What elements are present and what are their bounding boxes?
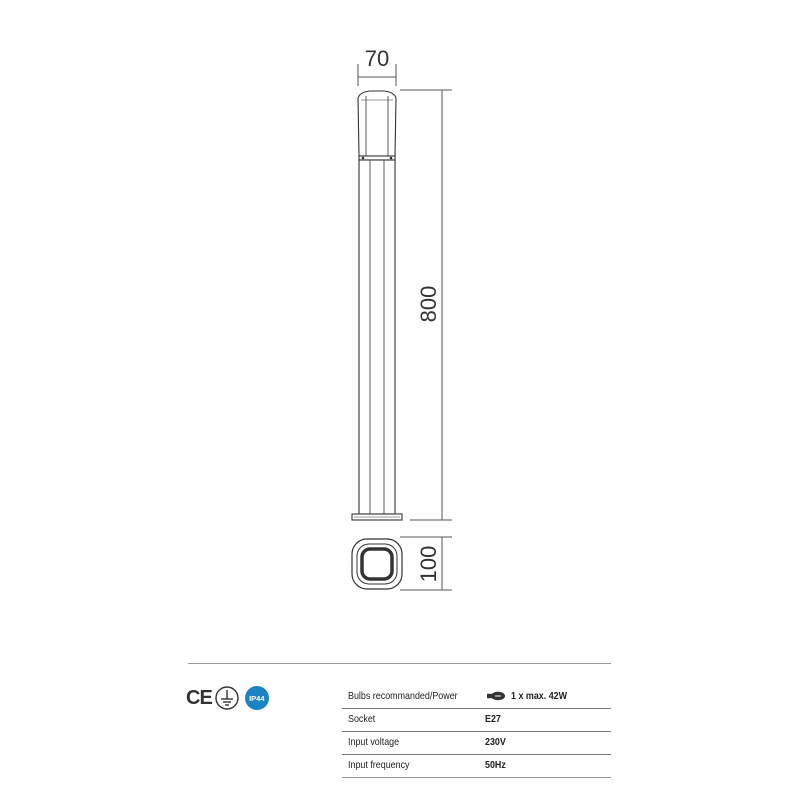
section-divider <box>188 663 611 664</box>
spec-value: 50Hz <box>485 759 506 771</box>
base-dimension-label: 100 <box>416 545 441 583</box>
bollard-top-view <box>352 539 402 589</box>
spec-label: Socket <box>348 713 376 725</box>
width-dimension-label: 70 <box>364 46 390 71</box>
specs-table <box>342 686 611 778</box>
protective-earth-icon <box>214 685 240 711</box>
spec-label: Bulbs recommanded/Power <box>348 690 458 702</box>
ip-rating-badge: IP44 <box>245 686 269 710</box>
spec-row-voltage <box>342 732 611 755</box>
bollard-elevation <box>352 91 402 520</box>
ce-mark: CE <box>186 687 212 709</box>
spec-row-bulbs <box>342 686 611 709</box>
certification-marks <box>186 684 269 712</box>
height-dimension-label: 800 <box>416 285 441 323</box>
spec-label: Input frequency <box>348 759 410 771</box>
spec-label: Input voltage <box>348 736 400 748</box>
spec-value: 230V <box>485 736 506 748</box>
spec-row-socket <box>342 709 611 732</box>
bulb-icon <box>484 691 506 701</box>
spec-row-frequency <box>342 755 611 778</box>
spec-value: E27 <box>485 713 501 725</box>
spec-value: 1 x max. 42W <box>511 690 568 702</box>
